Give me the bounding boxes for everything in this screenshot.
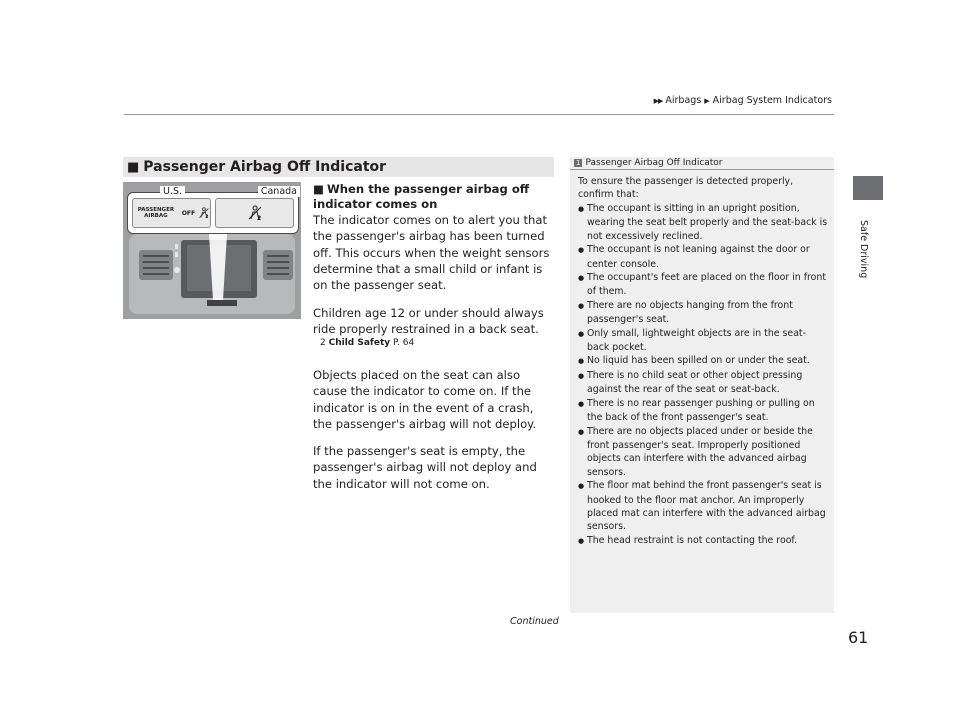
paragraph-4: If the passenger's seat is empty, the passenger's airbag will not deploy and the indicator will not come on.	[313, 444, 537, 491]
note-title	[570, 157, 834, 170]
header-rule	[124, 114, 834, 115]
list-item: ● No liquid has been spilled on or under the seat.	[578, 354, 828, 368]
indicator-callout	[127, 192, 299, 234]
breadcrumb-item-indicators[interactable]: Airbag System Indicators	[712, 95, 832, 106]
list-item: ● The occupant's feet are placed on the floor in front of them.	[578, 271, 828, 299]
note-ref-number: 1	[576, 159, 581, 167]
continued-label: Continued	[510, 616, 559, 627]
paragraph-1: The indicator comes on to alert you that the passenger's airbag has been turned off. This occurs when the weight sensors determine that a small child or infant is on the passenger seat.	[313, 213, 550, 293]
note-title-text: Passenger Airbag Off Indicator	[585, 158, 723, 168]
xref-title[interactable]: Child Safety	[328, 338, 391, 348]
note-intro: To ensure the passenger is detected properly, confirm that:	[578, 176, 794, 201]
label-canada: Canada	[258, 186, 300, 197]
passenger-airbag-label: PASSENGER AIRBAG	[137, 207, 175, 219]
subheading-square-icon: ■	[313, 182, 324, 196]
list-item: ● The floor mat behind the front passenger's seat is hooked to the floor mat anchor. An improperly placed mat can interfere with the advanced airbag sensors.	[578, 479, 828, 534]
svg-text:2: 2	[205, 215, 209, 221]
list-item: ● There is no child seat or other object pressing against the rear of the seat or seat-back.	[578, 369, 828, 397]
list-item: ● The occupant is sitting in an upright position, wearing the seat belt properly and the seat-back is not excessively reclined.	[578, 202, 828, 243]
list-item: ● There is no rear passenger pushing or pulling on the back of the front passenger's seat.	[578, 397, 828, 425]
breadcrumb-item-airbags[interactable]: Airbags	[665, 95, 702, 106]
list-item: ● The head restraint is not contacting the roof.	[578, 534, 828, 548]
section-title: Passenger Airbag Off Indicator	[143, 159, 387, 175]
xref-marker-icon: 2	[320, 338, 326, 348]
breadcrumb	[654, 95, 832, 106]
svg-text:2: 2	[256, 215, 261, 221]
list-item: ● There are no objects placed under or beside the front passenger's seat. Improperly positioned objects can interfere with the advanced airbag sensors.	[578, 425, 828, 480]
off-label: OFF	[181, 209, 196, 217]
note-list	[578, 202, 828, 548]
xref-page: P. 64	[393, 338, 415, 348]
cross-reference[interactable]	[320, 338, 414, 348]
list-item: ● Only small, lightweight objects are in the seat-back pocket.	[578, 327, 828, 355]
chapter-label: Safe Driving	[858, 220, 869, 279]
indicator-panel-us	[132, 198, 211, 228]
arrow-right-icon: ▶	[704, 96, 710, 105]
paragraph-3: Objects placed on the seat can also cause the indicator to come on. If the indicator is on in the event of a crash, the passenger's airbag will not deploy.	[313, 368, 537, 431]
airbag-off-icon	[198, 205, 210, 221]
indicator-panel-canada	[215, 198, 294, 228]
double-arrow-icon: ▶▶	[653, 96, 663, 105]
list-item: ● The occupant is not leaning against the door or center console.	[578, 243, 828, 271]
chapter-tab	[853, 176, 883, 200]
paragraph-2: Children age 12 or under should always ride properly restrained in a back seat.	[313, 306, 544, 337]
subheading-text: When the passenger airbag off indicator comes on	[313, 182, 530, 211]
list-item: ● There are no objects hanging from the front passenger's seat.	[578, 299, 828, 327]
figure-labels	[160, 186, 300, 197]
section-square-icon: ■	[127, 159, 140, 175]
section-header	[123, 157, 554, 177]
airbag-off-icon	[247, 205, 263, 221]
page-number: 61	[848, 628, 869, 647]
subheading	[313, 182, 555, 212]
label-us: U.S.	[160, 186, 185, 197]
